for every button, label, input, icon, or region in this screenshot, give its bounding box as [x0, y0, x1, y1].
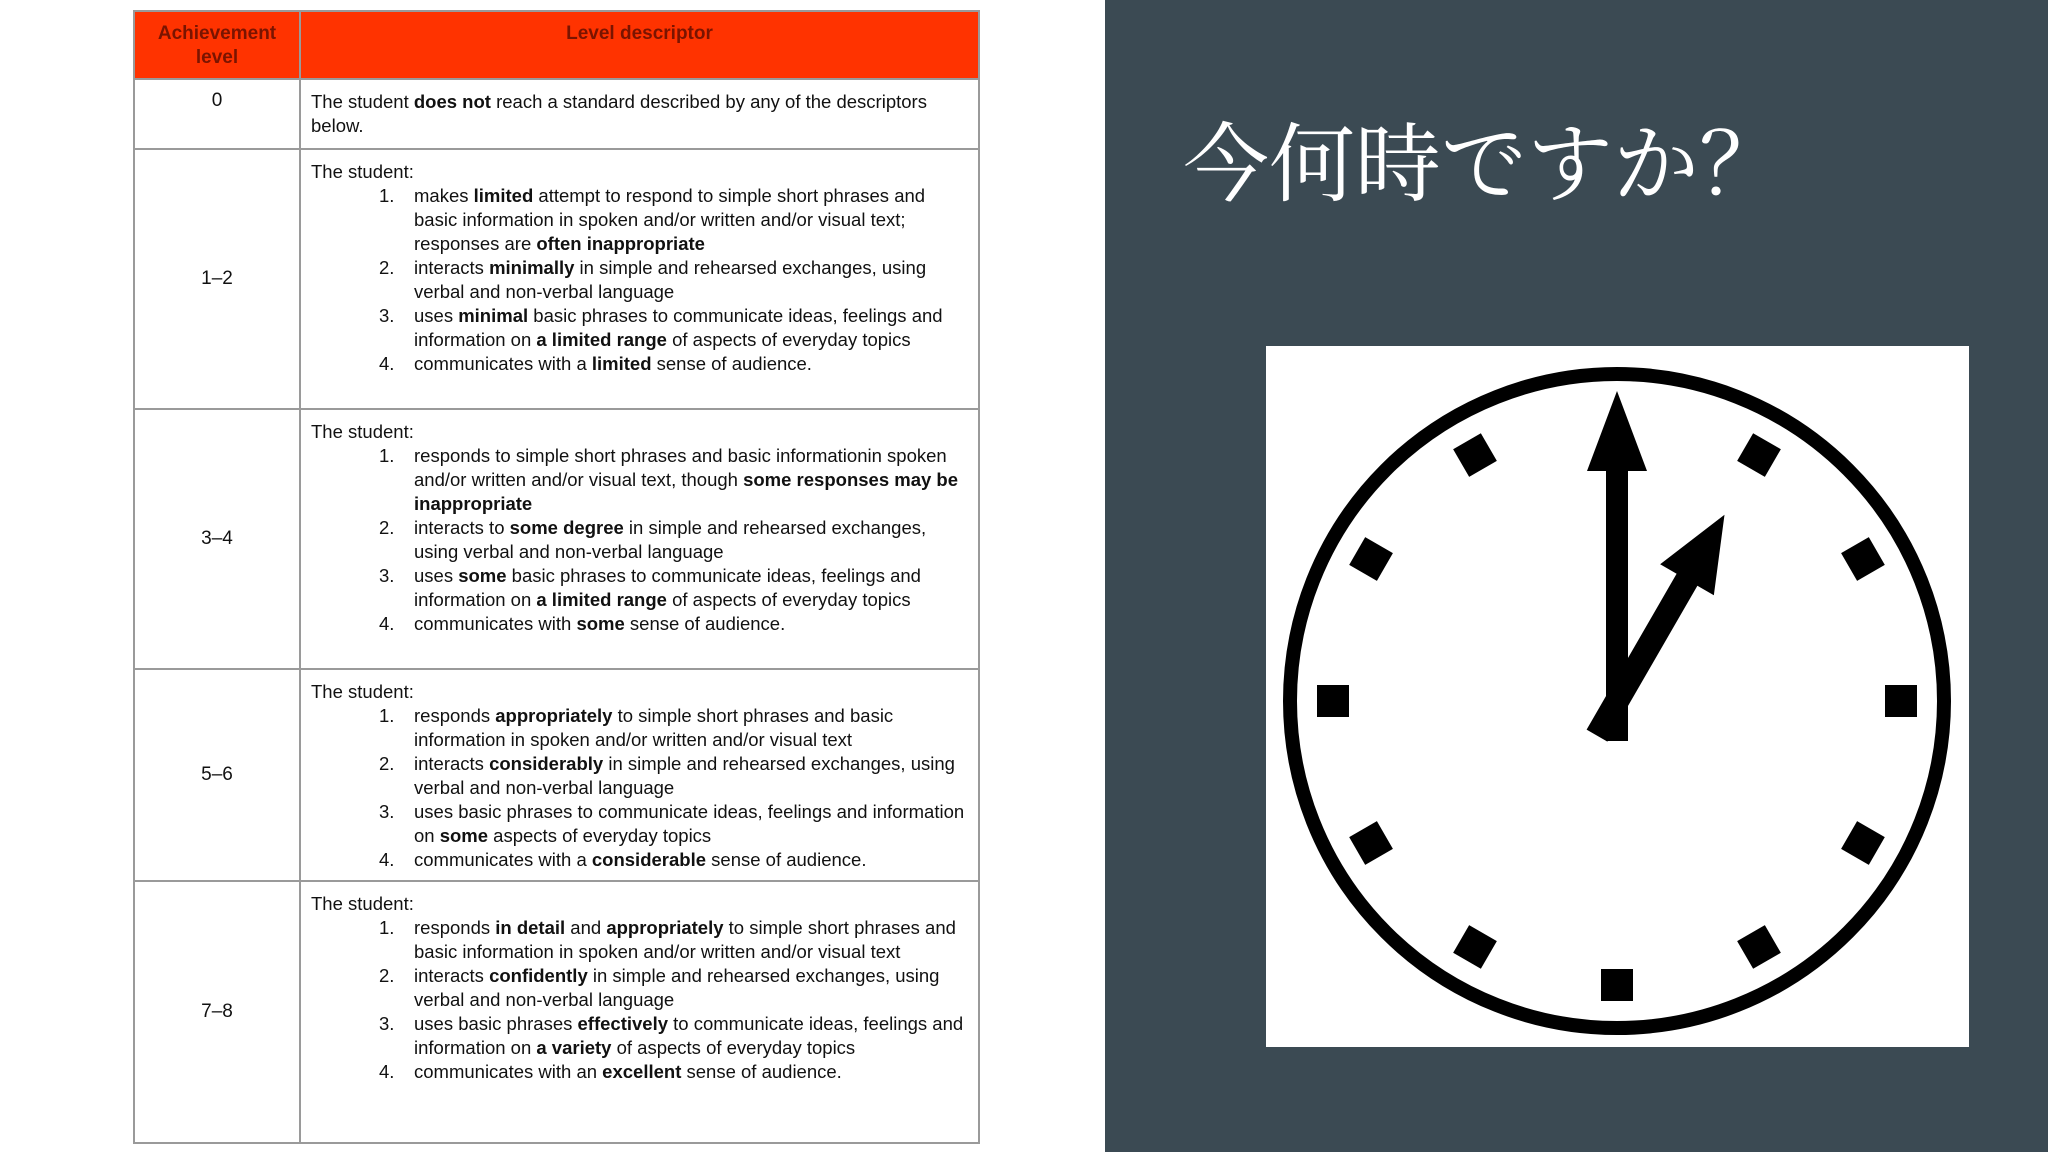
descriptor-list: [311, 704, 968, 872]
list-item: [311, 256, 968, 304]
list-item-number: 2.: [379, 517, 395, 538]
list-item: [311, 752, 968, 800]
list-item: [311, 964, 968, 1012]
list-item: [311, 516, 968, 564]
list-item-text: communicates with a limited sense of audience.: [414, 353, 812, 374]
hour-marker: [1885, 685, 1917, 717]
list-item-text: interacts minimally in simple and rehearsed exchanges, using verbal and non-verbal language: [414, 257, 927, 302]
table-row: [134, 79, 979, 149]
list-item-number: 4.: [379, 613, 395, 634]
achievement-level-cell: 0: [134, 79, 300, 149]
descriptor-intro: The student:: [311, 681, 414, 702]
list-item-number: 1.: [379, 445, 395, 466]
list-item-text: uses basic phrases to communicate ideas, feelings and information on some aspects of everyday topics: [414, 801, 965, 846]
descriptor-intro: The student:: [311, 161, 414, 182]
list-item: [311, 1012, 968, 1060]
list-item-text: interacts confidently in simple and rehearsed exchanges, using verbal and non-verbal language: [414, 965, 940, 1010]
list-item: [311, 612, 968, 636]
achievement-level-cell: 1–2: [134, 149, 300, 409]
list-item-text: communicates with some sense of audience.: [414, 613, 786, 634]
list-item-number: 3.: [379, 565, 395, 586]
rubric-body: [134, 79, 979, 1143]
level-descriptor-cell: [300, 79, 979, 149]
header-level-descriptor: Level descriptor: [300, 11, 979, 79]
descriptor-intro: The student:: [311, 893, 414, 914]
list-item-number: 3.: [379, 1013, 395, 1034]
list-item-number: 3.: [379, 801, 395, 822]
level-descriptor-cell: [300, 149, 979, 409]
list-item: [311, 304, 968, 352]
list-item: [311, 184, 968, 256]
clock-image: [1266, 346, 1969, 1047]
achievement-level-cell: 7–8: [134, 881, 300, 1143]
table-row: [134, 409, 979, 669]
list-item-text: uses basic phrases effectively to communicate ideas, feelings and information on a variety of aspects of everyday topics: [414, 1013, 964, 1058]
list-item-text: interacts to some degree in simple and rehearsed exchanges, using verbal and non-verbal language: [414, 517, 927, 562]
list-item-number: 4.: [379, 849, 395, 870]
list-item-number: 3.: [379, 305, 395, 326]
rubric-table: [133, 10, 980, 1144]
achievement-level-cell: 5–6: [134, 669, 300, 881]
list-item: [311, 800, 968, 848]
achievement-level-cell: 3–4: [134, 409, 300, 669]
clock-icon: [1266, 346, 1969, 1047]
list-item-number: 1.: [379, 917, 395, 938]
list-item: [311, 704, 968, 752]
descriptor-intro: The student does not reach a standard described by any of the descriptors below.: [311, 91, 927, 136]
descriptor-list: [311, 184, 968, 376]
rubric-header-row: [134, 11, 979, 79]
table-row: [134, 881, 979, 1143]
list-item-number: 2.: [379, 965, 395, 986]
list-item: [311, 444, 968, 516]
list-item-number: 1.: [379, 185, 395, 206]
table-row: [134, 669, 979, 881]
list-item-text: responds appropriately to simple short phrases and basic information in spoken and/or written and/or visual text: [414, 705, 894, 750]
list-item-text: communicates with a considerable sense of audience.: [414, 849, 867, 870]
hour-marker: [1317, 685, 1349, 717]
list-item-number: 2.: [379, 753, 395, 774]
list-item-text: uses minimal basic phrases to communicate ideas, feelings and information on a limited range of aspects of everyday topics: [414, 305, 943, 350]
list-item-text: responds to simple short phrases and basic informationin spoken and/or written and/or visual text, though some responses may be inappropriate: [414, 445, 959, 514]
list-item: [311, 1060, 968, 1084]
level-descriptor-cell: [300, 881, 979, 1143]
descriptor-list: [311, 444, 968, 636]
level-descriptor-cell: [300, 409, 979, 669]
list-item-text: communicates with an excellent sense of audience.: [414, 1061, 842, 1082]
header-achievement-level: Achievement level: [134, 11, 300, 79]
descriptor-intro: The student:: [311, 421, 414, 442]
list-item-text: responds in detail and appropriately to simple short phrases and basic information in spoken and/or written and/or visual text: [414, 917, 956, 962]
list-item-number: 4.: [379, 353, 395, 374]
list-item-text: makes limited attempt to respond to simple short phrases and basic information in spoken and/or written and/or visual text; responses are often inappropriate: [414, 185, 926, 254]
list-item-number: 1.: [379, 705, 395, 726]
list-item-text: interacts considerably in simple and rehearsed exchanges, using verbal and non-verbal language: [414, 753, 955, 798]
level-descriptor-cell: [300, 669, 979, 881]
table-row: [134, 149, 979, 409]
hour-marker: [1601, 969, 1633, 1001]
list-item: [311, 352, 968, 376]
list-item: [311, 848, 968, 872]
list-item: [311, 916, 968, 964]
list-item-number: 4.: [379, 1061, 395, 1082]
list-item-number: 2.: [379, 257, 395, 278]
descriptor-list: [311, 916, 968, 1084]
list-item-text: uses some basic phrases to communicate ideas, feelings and information on a limited range of aspects of everyday topics: [414, 565, 921, 610]
question-heading: 今何時ですか？: [1183, 115, 1785, 215]
list-item: [311, 564, 968, 612]
